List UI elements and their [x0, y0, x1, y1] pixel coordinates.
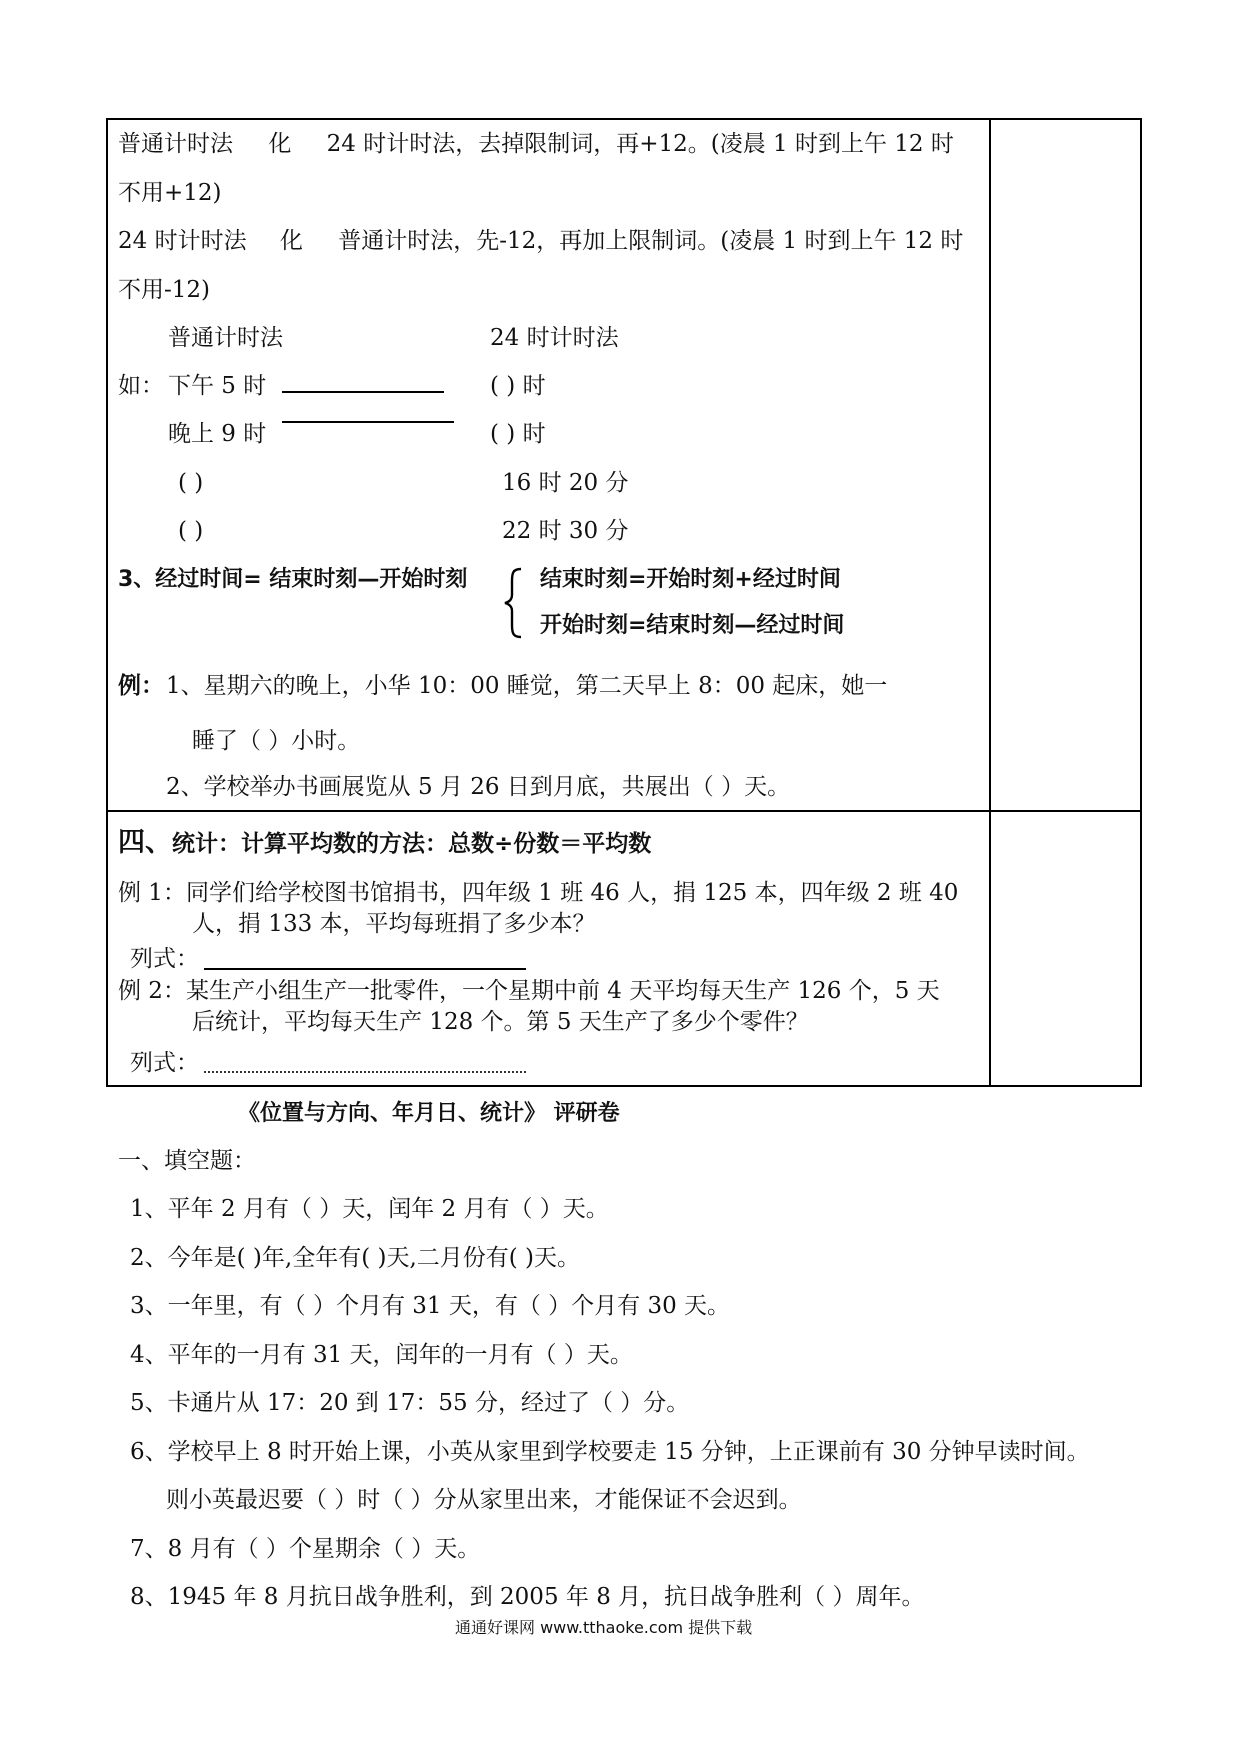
statistics-heading — [118, 828, 651, 859]
example1-question-line2: 睡了（ ）小时。 — [192, 728, 361, 754]
table-bottom-border — [106, 1085, 1142, 1087]
quiz-question-6-line1: 6、学校早上 8 时开始上课，小英从家里到学校要走 15 分钟，上正课前有 30 分钟早读时间。 — [130, 1439, 1090, 1465]
example1-question-line1: 1、星期六的晚上，小华 10：00 睡觉，第二天早上 8：00 起床，她一 — [166, 673, 888, 699]
example1-right: ( ) 时 — [490, 373, 546, 399]
table-top-border — [106, 118, 1142, 120]
elapsed-formula-end: 结束时刻=开始时刻+经过时间 — [540, 567, 841, 592]
convert1-from: 普通计时法 — [118, 131, 233, 157]
elapsed-formula-start: 开始时刻=结束时刻—经过时间 — [540, 613, 845, 638]
example3-left: ( ) — [178, 470, 204, 496]
quiz-question-4: 4、平年的一月有 31 天，闰年的一月有（ ）天。 — [130, 1342, 633, 1368]
stats-example2-line1: 例 2：某生产小组生产一批零件，一个星期中前 4 天平均每天生产 126 个，5 天 — [118, 978, 940, 1004]
quiz-question-5: 5、卡通片从 17：20 到 17：55 分，经过了（ ）分。 — [130, 1390, 690, 1416]
elapsed-time-title: 3、经过时间= 结束时刻—开始时刻 — [118, 567, 468, 592]
convert1-verb: 化 — [268, 131, 292, 157]
quiz-question-3: 3、一年里，有（ ）个月有 31 天，有（ ）个月有 30 天。 — [130, 1293, 731, 1319]
quiz-question-8: 8、1945 年 8 月抗日战争胜利，到 2005 年 8 月，抗日战争胜利（ ）周年。 — [130, 1584, 925, 1610]
example3-right: 16 时 20 分 — [502, 470, 629, 496]
quiz-question-1: 1、平年 2 月有（ ）天，闰年 2 月有（ ）天。 — [130, 1196, 609, 1222]
example-label: 例： — [118, 673, 164, 699]
formula-label-1: 列式： — [130, 946, 199, 972]
example-prefix: 如： — [118, 373, 164, 399]
column-heading-normal: 普通计时法 — [168, 325, 283, 351]
convert2-verb: 化 — [279, 228, 303, 254]
convert1-line2: 不用+12) — [118, 180, 222, 206]
table-column-divider — [989, 118, 991, 1087]
example4-right: 22 时 30 分 — [502, 518, 629, 544]
convert2-line2: 不用-12) — [118, 277, 211, 303]
table-right-border — [1140, 118, 1142, 1087]
convert1-line1 — [118, 130, 954, 158]
example1-connector-line — [282, 391, 444, 393]
quiz-question-2: 2、今年是( )年,全年有( )天,二月份有( )天。 — [130, 1245, 581, 1271]
convert1-rule: 24 时计时法，去掉限制词，再+12。(凌晨 1 时到上午 12 时 — [326, 131, 954, 157]
table-row-divider — [106, 810, 1142, 812]
formula-label-2: 列式： — [130, 1050, 199, 1076]
example2-right: ( ) 时 — [490, 421, 546, 447]
quiz-question-6-line2: 则小英最迟要（ ）时（ ）分从家里出来，才能保证不会迟到。 — [166, 1487, 802, 1513]
example1-left: 下午 5 时 — [168, 373, 267, 399]
convert2-rule: 普通计时法，先-12，再加上限制词。(凌晨 1 时到上午 12 时 — [338, 228, 964, 254]
quiz-section-heading: 一、填空题： — [118, 1148, 256, 1174]
formula-answer-line-1 — [204, 968, 526, 970]
table-left-border — [106, 118, 108, 1087]
convert2-line1 — [118, 227, 963, 255]
quiz-title: 《位置与方向、年月日、统计》 评研卷 — [238, 1101, 620, 1126]
statistics-heading-text: 统计：计算平均数的方法：总数÷份数＝平均数 — [172, 831, 652, 857]
page-footer: 通通好课网 www.tthaoke.com 提供下载 — [455, 1618, 753, 1637]
quiz-question-7: 7、8 月有（ ）个星期余（ ）天。 — [130, 1536, 481, 1562]
example2-left: 晚上 9 时 — [168, 421, 267, 447]
example2-question: 2、学校举办书画展览从 5 月 26 日到月底，共展出（ ）天。 — [166, 774, 791, 800]
curly-brace-icon — [503, 567, 525, 639]
stats-example1-line1: 例 1：同学们给学校图书馆捐书，四年级 1 班 46 人，捐 125 本，四年级 2 班 40 — [118, 880, 959, 906]
example2-connector-line — [282, 421, 454, 423]
stats-example2-line2: 后统计，平均每天生产 128 个。第 5 天生产了多少个零件？ — [192, 1009, 809, 1035]
statistics-heading-number: 四、 — [118, 827, 172, 858]
column-heading-24h: 24 时计时法 — [490, 325, 619, 351]
stats-example1-line2: 人，捐 133 本，平均每班捐了多少本？ — [192, 911, 596, 937]
example4-left: ( ) — [178, 518, 204, 544]
formula-answer-line-2 — [204, 1071, 526, 1073]
convert2-from: 24 时计时法 — [118, 228, 247, 254]
